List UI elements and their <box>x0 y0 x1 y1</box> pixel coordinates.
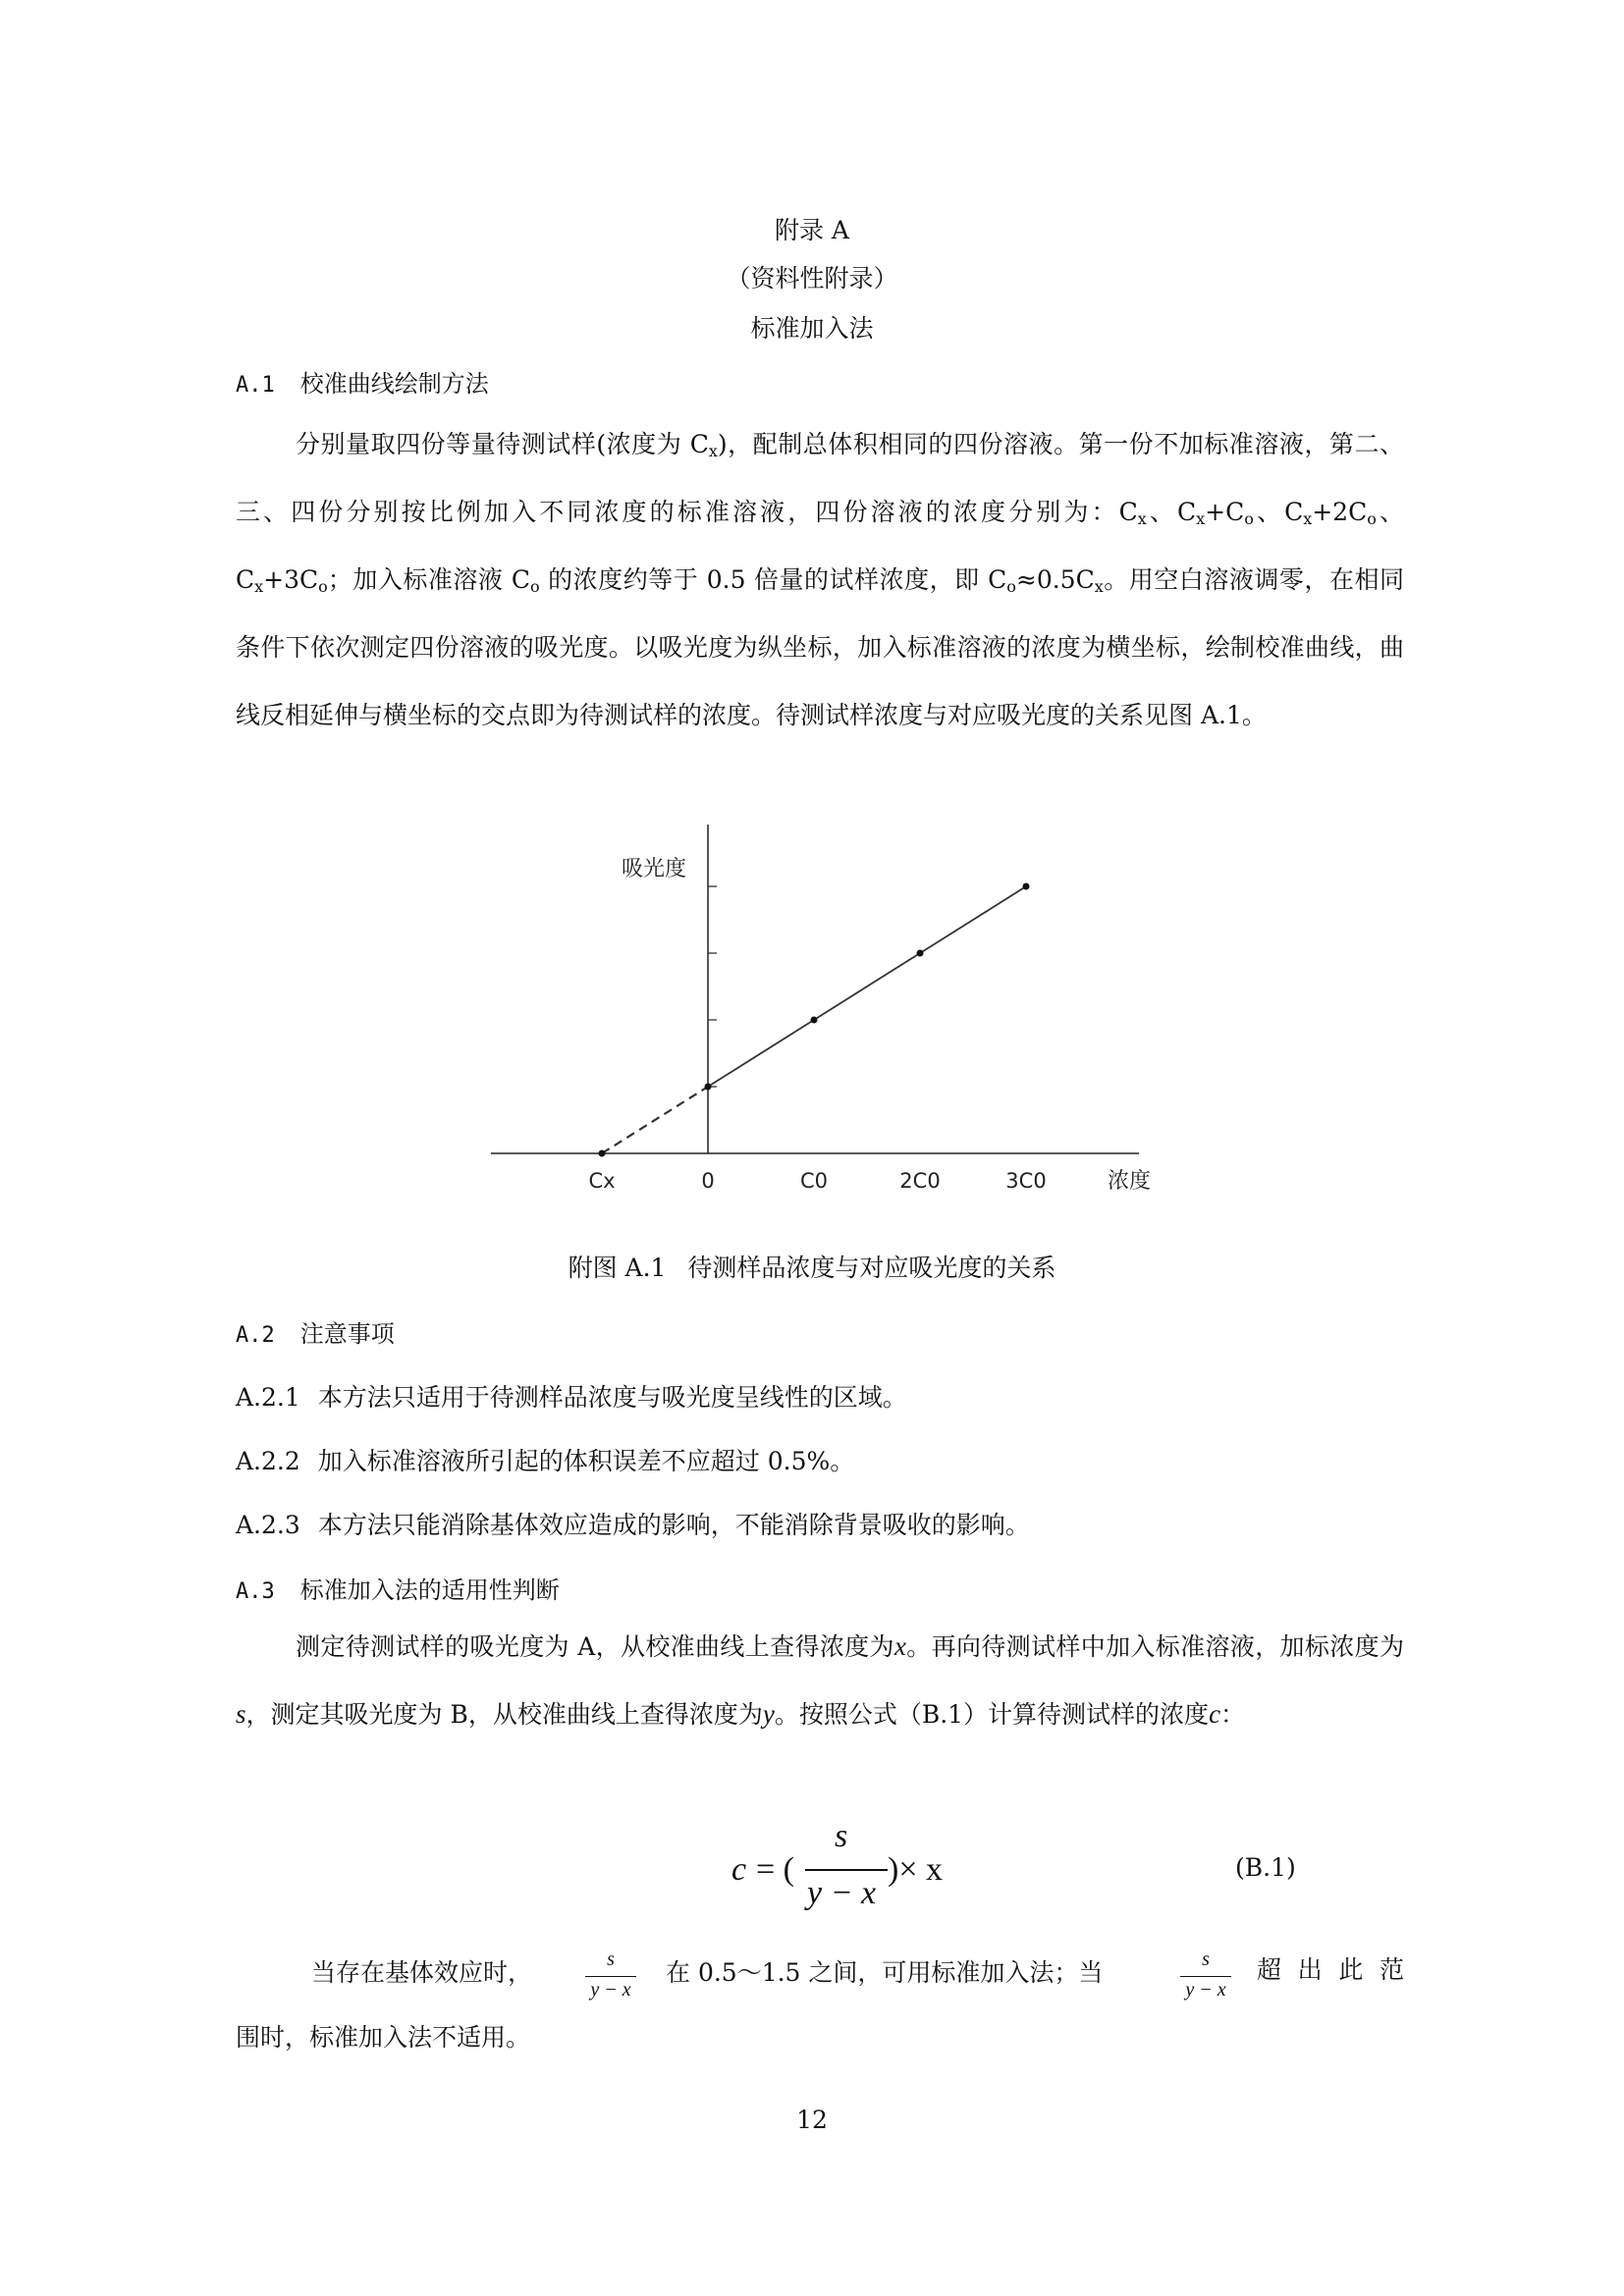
formula-lhs: c <box>731 1851 747 1888</box>
figure-caption <box>0 1249 1624 1284</box>
x-tick-label: 3C0 <box>1005 1169 1047 1193</box>
figure-caption-text: 待测样品浓度与对应吸光度的关系 <box>687 1254 1056 1282</box>
formula-number: (B.1) <box>1235 1853 1296 1882</box>
extrapolation-line <box>602 1087 708 1153</box>
section-a2-heading <box>236 1314 395 1349</box>
data-point <box>599 1150 606 1157</box>
applicability-text-b: 在 0.5～1.5 之间，可用标准加入法；当 <box>666 1958 1104 1987</box>
formula-rhs: )× x <box>888 1851 943 1888</box>
formula-equals: = ( <box>756 1851 794 1888</box>
x-tick-label: 0 <box>701 1169 715 1193</box>
inline-fraction: s y − x <box>581 1947 640 2005</box>
page-number: 12 <box>796 2106 828 2134</box>
appendix-title: 标准加入法 <box>750 314 874 343</box>
section-number: A.2 <box>236 1323 275 1348</box>
applicability-text-c1: 超出此范 <box>1257 1955 1404 1984</box>
absorbance-concentration-chart <box>471 815 1178 1227</box>
x-tick-label: 2C0 <box>899 1169 941 1193</box>
section-title: 校准曲线绘制方法 <box>299 370 489 398</box>
inline-fraction: s y − x <box>1176 1947 1235 2005</box>
appendix-label: 附录 A <box>774 216 849 244</box>
data-point <box>705 1084 712 1091</box>
section-a3-paragraph: 测定待测试样的吸光度为 A，从校准曲线上查得浓度为x。再向待测试样中加入标准溶液，加标浓度为s，测定其吸光度为 B，从校准曲线上查得浓度为y。按照公式（B.1）计算待测试样的浓度c： <box>236 1631 1404 1729</box>
x-tick-label: C0 <box>799 1169 829 1193</box>
x-axis-label: 浓度 <box>1107 1169 1152 1194</box>
applicability-text-a: 当存在基体效应时， <box>311 1958 533 1987</box>
formula-b1 <box>727 1818 962 1914</box>
section-number: A.3 <box>236 1579 275 1604</box>
applicability-text-c2: 围时，标准加入法不适用。 <box>236 2023 531 2052</box>
section-a1-heading <box>236 364 489 399</box>
section-a3-heading <box>236 1571 560 1605</box>
data-point <box>1023 883 1030 890</box>
note-item: A.2.3 本方法只能消除基体效应造成的影响，不能消除背景吸收的影响。 <box>236 1511 1030 1539</box>
calibration-line <box>708 886 1026 1087</box>
note-item: A.2.2 加入标准溶液所引起的体积误差不应超过 0.5%。 <box>236 1447 855 1475</box>
section-a1-paragraph: 分别量取四份等量待测试样(浓度为 $C_x$)，配制总体积相同的四份溶液。第一份不加标准溶液，第二、三、四份分别按比例加入不同浓度的标准溶液，四份溶液的浓度分别为：$C_x$、$C_x+C_o$、$C_x+2C_o$、$C_x+3C_o$；加入标准溶液 $C_o$ 的浓度约等于 0.5 倍量的试样浓度，即 $C_o\approx 0.5C_x$。用空白溶液调零，在相同条件下依次测定四份溶液的吸光度。以吸光度为纵坐标，加入标准溶液的浓度为横坐标，绘制校准曲线，曲线反相延伸与横坐标的交点即为待测试样的浓度。待测试样浓度与对应吸光度的关系见图 A.1。 <box>236 430 1404 729</box>
figure-number: 附图 A.1 <box>568 1254 667 1282</box>
section-title: 标准加入法的适用性判断 <box>299 1576 560 1604</box>
appendix-nature: （资料性附录） <box>726 264 898 293</box>
section-number: A.1 <box>236 373 275 398</box>
data-point <box>917 950 924 957</box>
formula-numerator: s <box>835 1818 848 1854</box>
formula-denominator: y − x <box>807 1875 877 1911</box>
note-item: A.2.1 本方法只适用于待测样品浓度与吸光度呈线性的区域。 <box>236 1383 907 1412</box>
y-axis-label: 吸光度 <box>621 857 687 881</box>
data-point <box>811 1017 818 1024</box>
section-title: 注意事项 <box>299 1320 395 1348</box>
formula-fraction-bar <box>805 1869 888 1871</box>
x-tick-label: Cx <box>588 1169 616 1193</box>
